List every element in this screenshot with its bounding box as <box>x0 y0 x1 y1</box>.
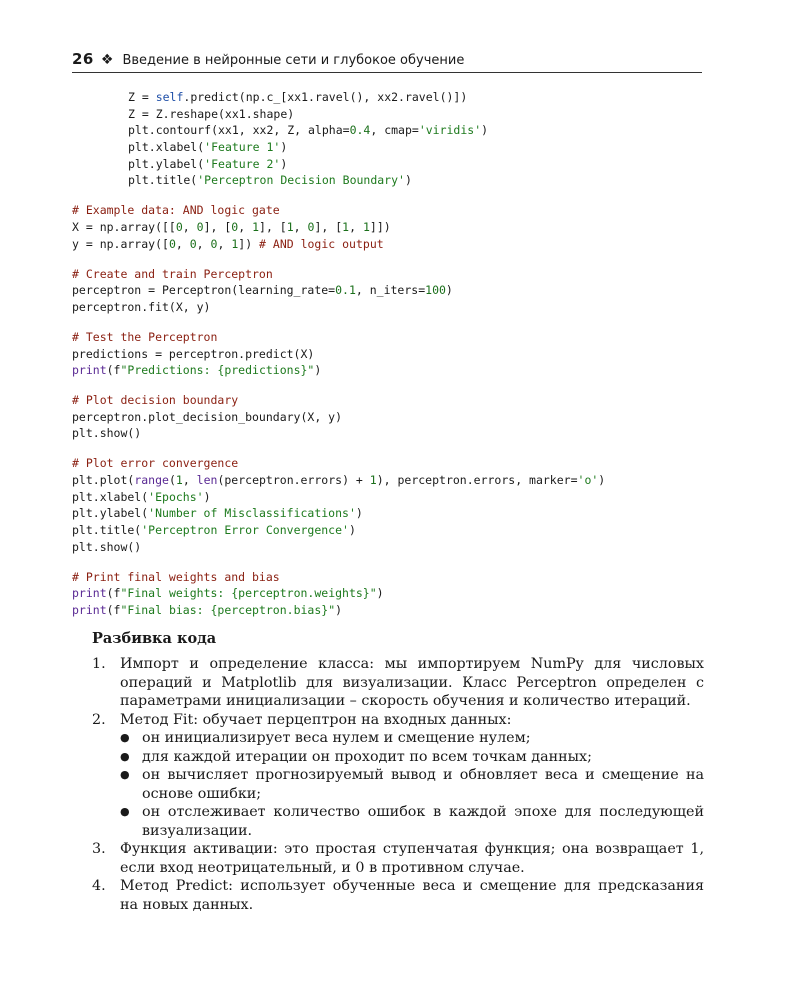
code-line: plt.xlabel('Epochs') <box>72 489 211 504</box>
code-comment: # Print final weights and bias <box>72 569 280 584</box>
bullet-icon: ● <box>120 805 130 818</box>
running-header <box>72 50 702 73</box>
diamond-ornament-icon: ❖ <box>100 52 114 68</box>
code-line: predictions = perceptron.predict(X) <box>72 346 315 361</box>
code-line: plt.title('Perceptron Error Convergence') <box>72 523 356 538</box>
bullet-item: ● он инициализирует веса нулем и смещение нулем; <box>120 730 531 746</box>
item-text: Метод Predict: использует обученные веса и смещение для предсказания на новых данных. <box>120 878 704 913</box>
code-line: plt.show() <box>72 539 142 554</box>
code-line: plt.contourf(xx1, xx2, Z, alpha=0.4, cmap='viridis') <box>128 123 489 138</box>
item-text: Метод Fit: обучает перцептрон на входных данных: <box>120 711 512 728</box>
code-breakdown-list <box>92 655 704 914</box>
item-text: Импорт и определение класса: мы импортируем NumPy для числовых операций и Matplotlib для визуализации. Класс Perceptron определен с параметрами инициализации – скорость обучения и количество итераций. <box>120 656 704 709</box>
code-line: perceptron = Perceptron(learning_rate=0.1, n_iters=100) <box>72 283 453 298</box>
code-line: plt.show() <box>72 426 142 441</box>
code-comment: # Create and train Perceptron <box>72 266 273 281</box>
code-line: X = np.array([[0, 0], [0, 1], [1, 0], [1, 1]]) <box>72 220 391 234</box>
code-line: plt.ylabel('Feature 2') <box>128 156 288 171</box>
item-number: 1. <box>92 656 106 672</box>
item-number: 2. <box>92 711 106 728</box>
bullet-item: ● он вычисляет прогнозируемый вывод и обновляет веса и смещение на основе ошибки; <box>120 767 704 802</box>
code-line: plt.plot(range(1, len(perceptron.errors) + 1), perceptron.errors, marker='o') <box>72 473 606 487</box>
code-comment: # Plot decision boundary <box>72 393 239 408</box>
code-listing <box>72 89 712 619</box>
list-item <box>92 711 704 841</box>
list-item <box>92 655 704 711</box>
bullet-icon: ● <box>120 768 130 781</box>
code-line: print(f"Final weights: {perceptron.weights}") <box>72 586 384 601</box>
item-text: Функция активации: это простая ступенчатая функция; она возвращает 1, если вход неотрицательный, и 0 в противном случае. <box>120 841 704 876</box>
code-line: Z = Z.reshape(xx1.shape) <box>128 106 295 121</box>
code-line: plt.ylabel('Number of Misclassifications') <box>72 506 363 521</box>
item-number: 3. <box>92 841 106 857</box>
code-comment: # Example data: AND logic gate <box>72 203 280 218</box>
code-line: print(f"Final bias: {perceptron.bias}") <box>72 603 343 617</box>
item-number: 4. <box>92 878 106 894</box>
bullet-item: ● он отслеживает количество ошибок в каждой эпохе для последующей визуализации. <box>120 804 704 839</box>
code-line: plt.title('Perceptron Decision Boundary') <box>128 173 412 188</box>
list-item <box>92 840 704 877</box>
section-heading: Разбивка кода <box>92 630 217 647</box>
code-line: y = np.array([0, 0, 0, 1]) # AND logic output <box>72 236 384 251</box>
code-line: Z = self.predict(np.c_[xx1.ravel(), xx2.ravel()]) <box>128 90 468 104</box>
list-item <box>92 877 704 914</box>
code-line: perceptron.fit(X, y) <box>72 299 211 314</box>
chapter-title: Введение в нейронные сети и глубокое обучение <box>122 53 465 68</box>
code-line: perceptron.plot_decision_boundary(X, y) <box>72 409 343 424</box>
code-comment: # Test the Perceptron <box>72 329 218 344</box>
page-number: 26 <box>72 50 94 68</box>
bullet-icon: ● <box>120 731 130 744</box>
code-line: plt.xlabel('Feature 1') <box>128 140 288 155</box>
bullet-item: ● для каждой итерации он проходит по всем точкам данных; <box>120 748 592 765</box>
bullet-icon: ● <box>120 749 130 763</box>
code-comment: # Plot error convergence <box>72 456 239 471</box>
code-line: print(f"Predictions: {predictions}") <box>72 363 322 378</box>
